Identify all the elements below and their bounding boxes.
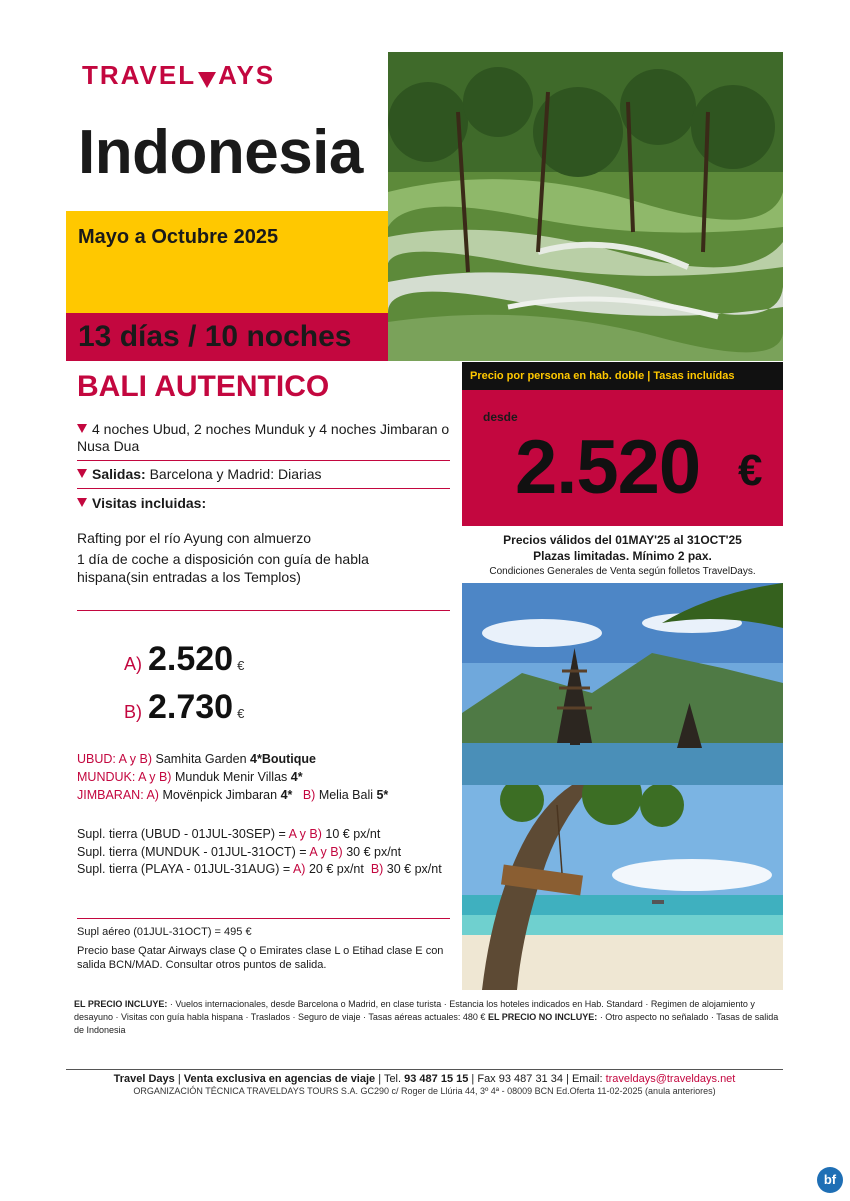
hotel-option: B) [302, 788, 316, 802]
footer-email-label: Email: [571, 1073, 603, 1085]
option-currency: € [237, 706, 245, 721]
supplement-price: 30 € px/nt [346, 845, 402, 859]
departures-value: Barcelona y Madrid: Diarias [149, 466, 322, 482]
supplement-option: A y B) [288, 827, 322, 841]
main-price: 2.520 [515, 425, 701, 510]
main-price-currency: € [738, 446, 763, 495]
price-from-label: desde [483, 410, 518, 424]
footer-tel: 93 487 15 15 [404, 1073, 469, 1085]
traveldays-logo [82, 60, 275, 91]
bf-badge-icon[interactable]: bf [817, 1167, 843, 1193]
price-includes [74, 998, 780, 1037]
visits-label: Visitas incluidas: [92, 495, 207, 511]
itinerary-text: 4 noches Ubud, 2 noches Munduk y 4 noches Jimbaran o Nusa Dua [77, 421, 450, 454]
includes-label: EL PRECIO INCLUYE: [74, 999, 168, 1009]
triangle-bullet-icon [77, 424, 87, 433]
supplement-price: 10 € px/nt [325, 827, 381, 841]
trip-duration: 13 días / 10 noches [78, 320, 352, 353]
option-label: A) [124, 654, 142, 674]
sale-conditions: Condiciones Generales de Venta según folletos TravelDays. [489, 566, 756, 577]
travel-dates: Mayo a Octubre 2025 [78, 226, 279, 248]
itinerary-bullet [77, 421, 457, 455]
hotel-munduk [77, 768, 303, 786]
program-name: BALI AUTENTICO [77, 370, 330, 403]
logo-text-right: AYS [218, 60, 276, 90]
validity-dates: Precios válidos del 01MAY'25 al 31OCT'25 [503, 533, 742, 547]
hotel-name: Melia Bali [318, 788, 373, 802]
temple-lake-image [462, 583, 783, 785]
departures-label: Salidas: [92, 466, 146, 482]
departures-bullet [77, 466, 457, 483]
price-header-text: Precio por persona en hab. doble | Tasas incluídas [470, 370, 735, 382]
footer-tel-label: Tel. [383, 1073, 402, 1085]
footer-fax: Fax 93 487 31 34 [477, 1073, 563, 1085]
price-validity [462, 532, 783, 564]
beach-welcome-image [462, 785, 783, 990]
option-price: 2.730 [148, 688, 234, 726]
base-price-note: Precio base Qatar Airways clase Q o Emirates clase L o Etihad clase E con salida BCN/MAD. Consultar otros puntos de salida. [77, 945, 444, 971]
not-includes-label: EL PRECIO NO INCLUYE: [487, 1012, 598, 1022]
supplement-beach [77, 861, 457, 877]
divider [77, 610, 450, 611]
hotel-name: Movënpick Jimbaran [162, 788, 278, 802]
supplement-text: Supl. tierra (UBUD - 01JUL-30SEP) = [77, 827, 286, 841]
supplement-option: A y B) [309, 845, 343, 859]
validity-limits: Plazas limitadas. Mínimo 2 pax. [533, 549, 712, 563]
option-currency: € [237, 658, 245, 673]
option-label: B) [124, 702, 142, 722]
rice-terraces-image [388, 52, 783, 361]
hotel-jimbaran [77, 786, 388, 804]
supplement-option: B) [370, 862, 384, 876]
footer-company: Travel Days [113, 1073, 175, 1085]
supplement-option: A) [292, 862, 306, 876]
hotel-category: 4* [290, 770, 303, 784]
includes-text: · Vuelos internacionales, desde Barcelona o Madrid, en clase turista · Estancia los hoteles indicados en Hab. Standard · Regimen de alojamiento y desayuno · Visitas con guía habla hispana · Traslados · Seguro de viaje · Tasas aéreas actuales: 480 € [74, 999, 755, 1022]
visits-bullet [77, 495, 457, 512]
option-price: 2.520 [148, 640, 234, 678]
option-a-price [124, 640, 244, 679]
option-b-price [124, 688, 244, 727]
footer-tagline: Venta exclusiva en agencias de viaje [183, 1073, 376, 1085]
visit-item: Rafting por el río Ayung con almuerzo [77, 530, 311, 546]
not-includes-text: · Otro aspecto no señalado · Tasas de salida de Indonesia [74, 1012, 779, 1035]
hotel-name: Munduk Menir Villas [174, 770, 288, 784]
logo-text-left: TRAVEL [82, 60, 197, 90]
supplement-price: 30 € px/nt [386, 862, 442, 876]
supplement-munduk [77, 844, 457, 860]
hotel-category: 4* [280, 788, 293, 802]
hotel-category: 5* [376, 788, 389, 802]
hotel-location: JIMBARAN: A) [77, 788, 159, 802]
divider [77, 918, 450, 919]
triangle-bullet-icon [77, 498, 87, 507]
divider [77, 488, 450, 489]
hotel-name: Samhita Garden [155, 752, 247, 766]
supplement-text: Supl. tierra (PLAYA - 01JUL-31AUG) = [77, 862, 291, 876]
supplement-text: Supl. tierra (MUNDUK - 01JUL-31OCT) = [77, 845, 307, 859]
page-title: Indonesia [78, 118, 363, 187]
supplement-price: 20 € px/nt [308, 862, 364, 876]
hotel-location: UBUD: A y B) [77, 752, 153, 766]
air-supplement: Supl aéreo (01JUL-31OCT) = 495 € [77, 926, 252, 938]
footer-contact: Travel Days | Venta exclusiva en agencias de viaje | Tel. 93 487 15 15 | Fax 93 487 31 34 | Email: traveldays@traveldays.net [113, 1073, 736, 1085]
hotel-category: 4*Boutique [250, 752, 317, 766]
visit-item: 1 día de coche a disposición con guía de habla hispana(sin entradas a los Templos) [77, 551, 369, 585]
footer-legal: ORGANIZACIÓN TÉCNICA TRAVELDAYS TOURS S.A. GC290 c/ Roger de Llúria 44, 3º 4ª - 08009 BCN Ed.Oferta 11-02-2025 (anula anteriores) [133, 1086, 716, 1096]
logo-d-icon [198, 72, 216, 88]
hotel-ubud [77, 750, 316, 768]
divider [77, 460, 450, 461]
footer-email-link[interactable]: traveldays@traveldays.net [605, 1073, 736, 1085]
hotel-location: MUNDUK: A y B) [77, 770, 172, 784]
supplement-ubud [77, 826, 457, 842]
footer-divider [66, 1069, 783, 1070]
triangle-bullet-icon [77, 469, 87, 478]
